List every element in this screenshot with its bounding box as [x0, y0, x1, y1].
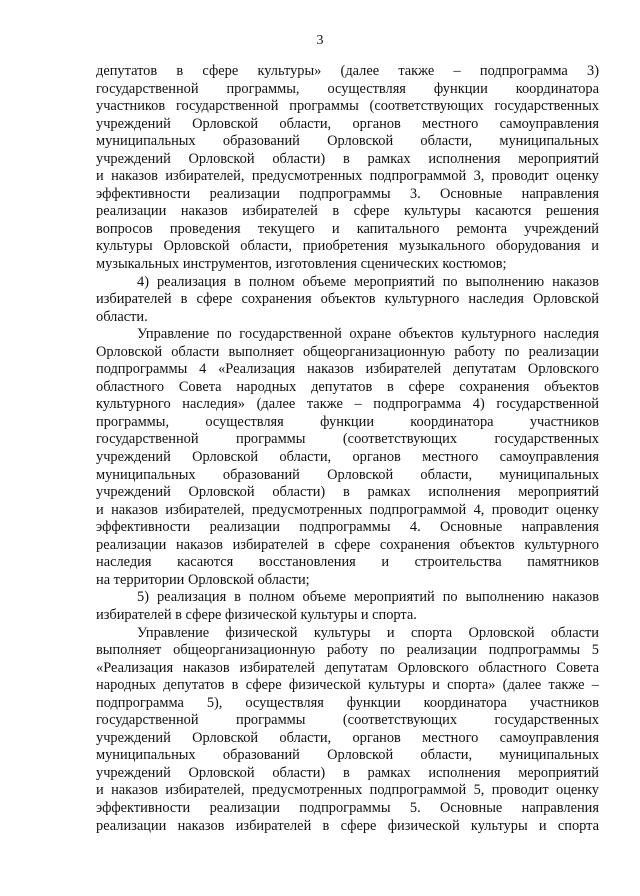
text-line: депутатов в сфере культуры» (далее также – подпрограмма 3): [96, 63, 599, 79]
text-line: избирателей в сфере физической культуры и спорта.: [96, 606, 417, 623]
text-line: реализации наказов избирателей в сфере сохранения объектов культурного: [96, 536, 599, 553]
text-line: подпрограмма 5), осуществляя функции координатора участников: [96, 694, 599, 711]
text-line: муниципальных образований Орловской области, муниципальных: [96, 466, 599, 483]
text-line: 5) реализация в полном объеме мероприятий по выполнению наказов: [137, 589, 599, 606]
text-line: эффективности реализации подпрограммы 3. Основные направления: [96, 185, 599, 202]
text-line: учреждений Орловской области, органов местного самоуправления: [96, 115, 599, 132]
text-line: и наказов избирателей, предусмотренных подпрограммой 4, проводит оценку: [96, 501, 599, 518]
text-line: учреждений Орловской области) в рамках исполнения мероприятий: [96, 764, 599, 781]
text-line: эффективности реализации подпрограммы 4. Основные направления: [96, 519, 599, 536]
text-line: реализации наказов избирателей в сфере физической культуры и спорта: [96, 817, 599, 834]
text-line: выполняет общеорганизационную работу по реализации подпрограммы 5: [96, 642, 599, 659]
text-line: и наказов избирателей, предусмотренных подпрограммой 5, проводит оценку: [96, 782, 599, 799]
text-line: участников государственной программы (соответствующих государственных: [96, 98, 599, 115]
document-body: [96, 63, 599, 835]
text-line: народных депутатов в сфере физической культуры и спорта» (далее также –: [96, 677, 599, 694]
text-line: эффективности реализации подпрограммы 5. Основные направления: [96, 799, 599, 816]
text-line: избирателей в сфере сохранения объектов культурного наследия Орловской: [96, 291, 599, 308]
text-line: Управление по государственной охране объектов культурного наследия: [137, 326, 599, 343]
text-line: области.: [96, 308, 148, 325]
text-line: реализации наказов избирателей в сфере культуры касаются решения: [96, 203, 599, 220]
text-line: и наказов избирателей, предусмотренных подпрограммой 3, проводит оценку: [96, 168, 599, 185]
text-line: 4) реализация в полном объеме мероприятий по выполнению наказов: [137, 273, 599, 290]
text-line: государственной программы (соответствующих государственных: [96, 431, 599, 448]
text-line: учреждений Орловской области) в рамках исполнения мероприятий: [96, 484, 599, 501]
text-line: наследия касаются восстановления и строительства памятников: [96, 554, 599, 571]
text-line: областного Совета народных депутатов в сфере сохранения объектов: [96, 378, 599, 395]
text-line: «Реализация наказов избирателей депутатам Орловского областного Совета: [96, 659, 599, 676]
text-line: государственной программы, осуществляя функции координатора: [96, 80, 599, 97]
text-line: программы, осуществляя функции координатора участников: [96, 413, 599, 430]
text-line: культурного наследия» (далее также – подпрограмма 4) государственной: [96, 396, 599, 413]
text-line: учреждений Орловской области, органов местного самоуправления: [96, 729, 599, 746]
text-line: Управление физической культуры и спорта Орловской области: [137, 624, 599, 641]
page-number: 3: [316, 33, 324, 48]
text-line: вопросов проведения текущего и капитального ремонта учреждений: [96, 220, 599, 237]
text-line: подпрограммы 4 «Реализация наказов избирателей депутатам Орловского: [96, 361, 599, 378]
text-line: муниципальных образований Орловской области, муниципальных: [96, 747, 599, 764]
text-line: музыкальных инструментов, изготовления сценических костюмов;: [96, 256, 507, 273]
text-line: муниципальных образований Орловской области, муниципальных: [96, 133, 599, 150]
text-line: Орловской области выполняет общеорганизационную работу по реализации: [96, 343, 599, 360]
text-line: государственной программы (соответствующих государственных: [96, 712, 599, 729]
text-line: на территории Орловской области;: [96, 571, 310, 588]
text-line: учреждений Орловской области, органов местного самоуправления: [96, 449, 599, 466]
text-line: культуры Орловской области, приобретения музыкального оборудования и: [96, 238, 599, 255]
text-line: учреждений Орловской области) в рамках исполнения мероприятий: [96, 150, 599, 167]
